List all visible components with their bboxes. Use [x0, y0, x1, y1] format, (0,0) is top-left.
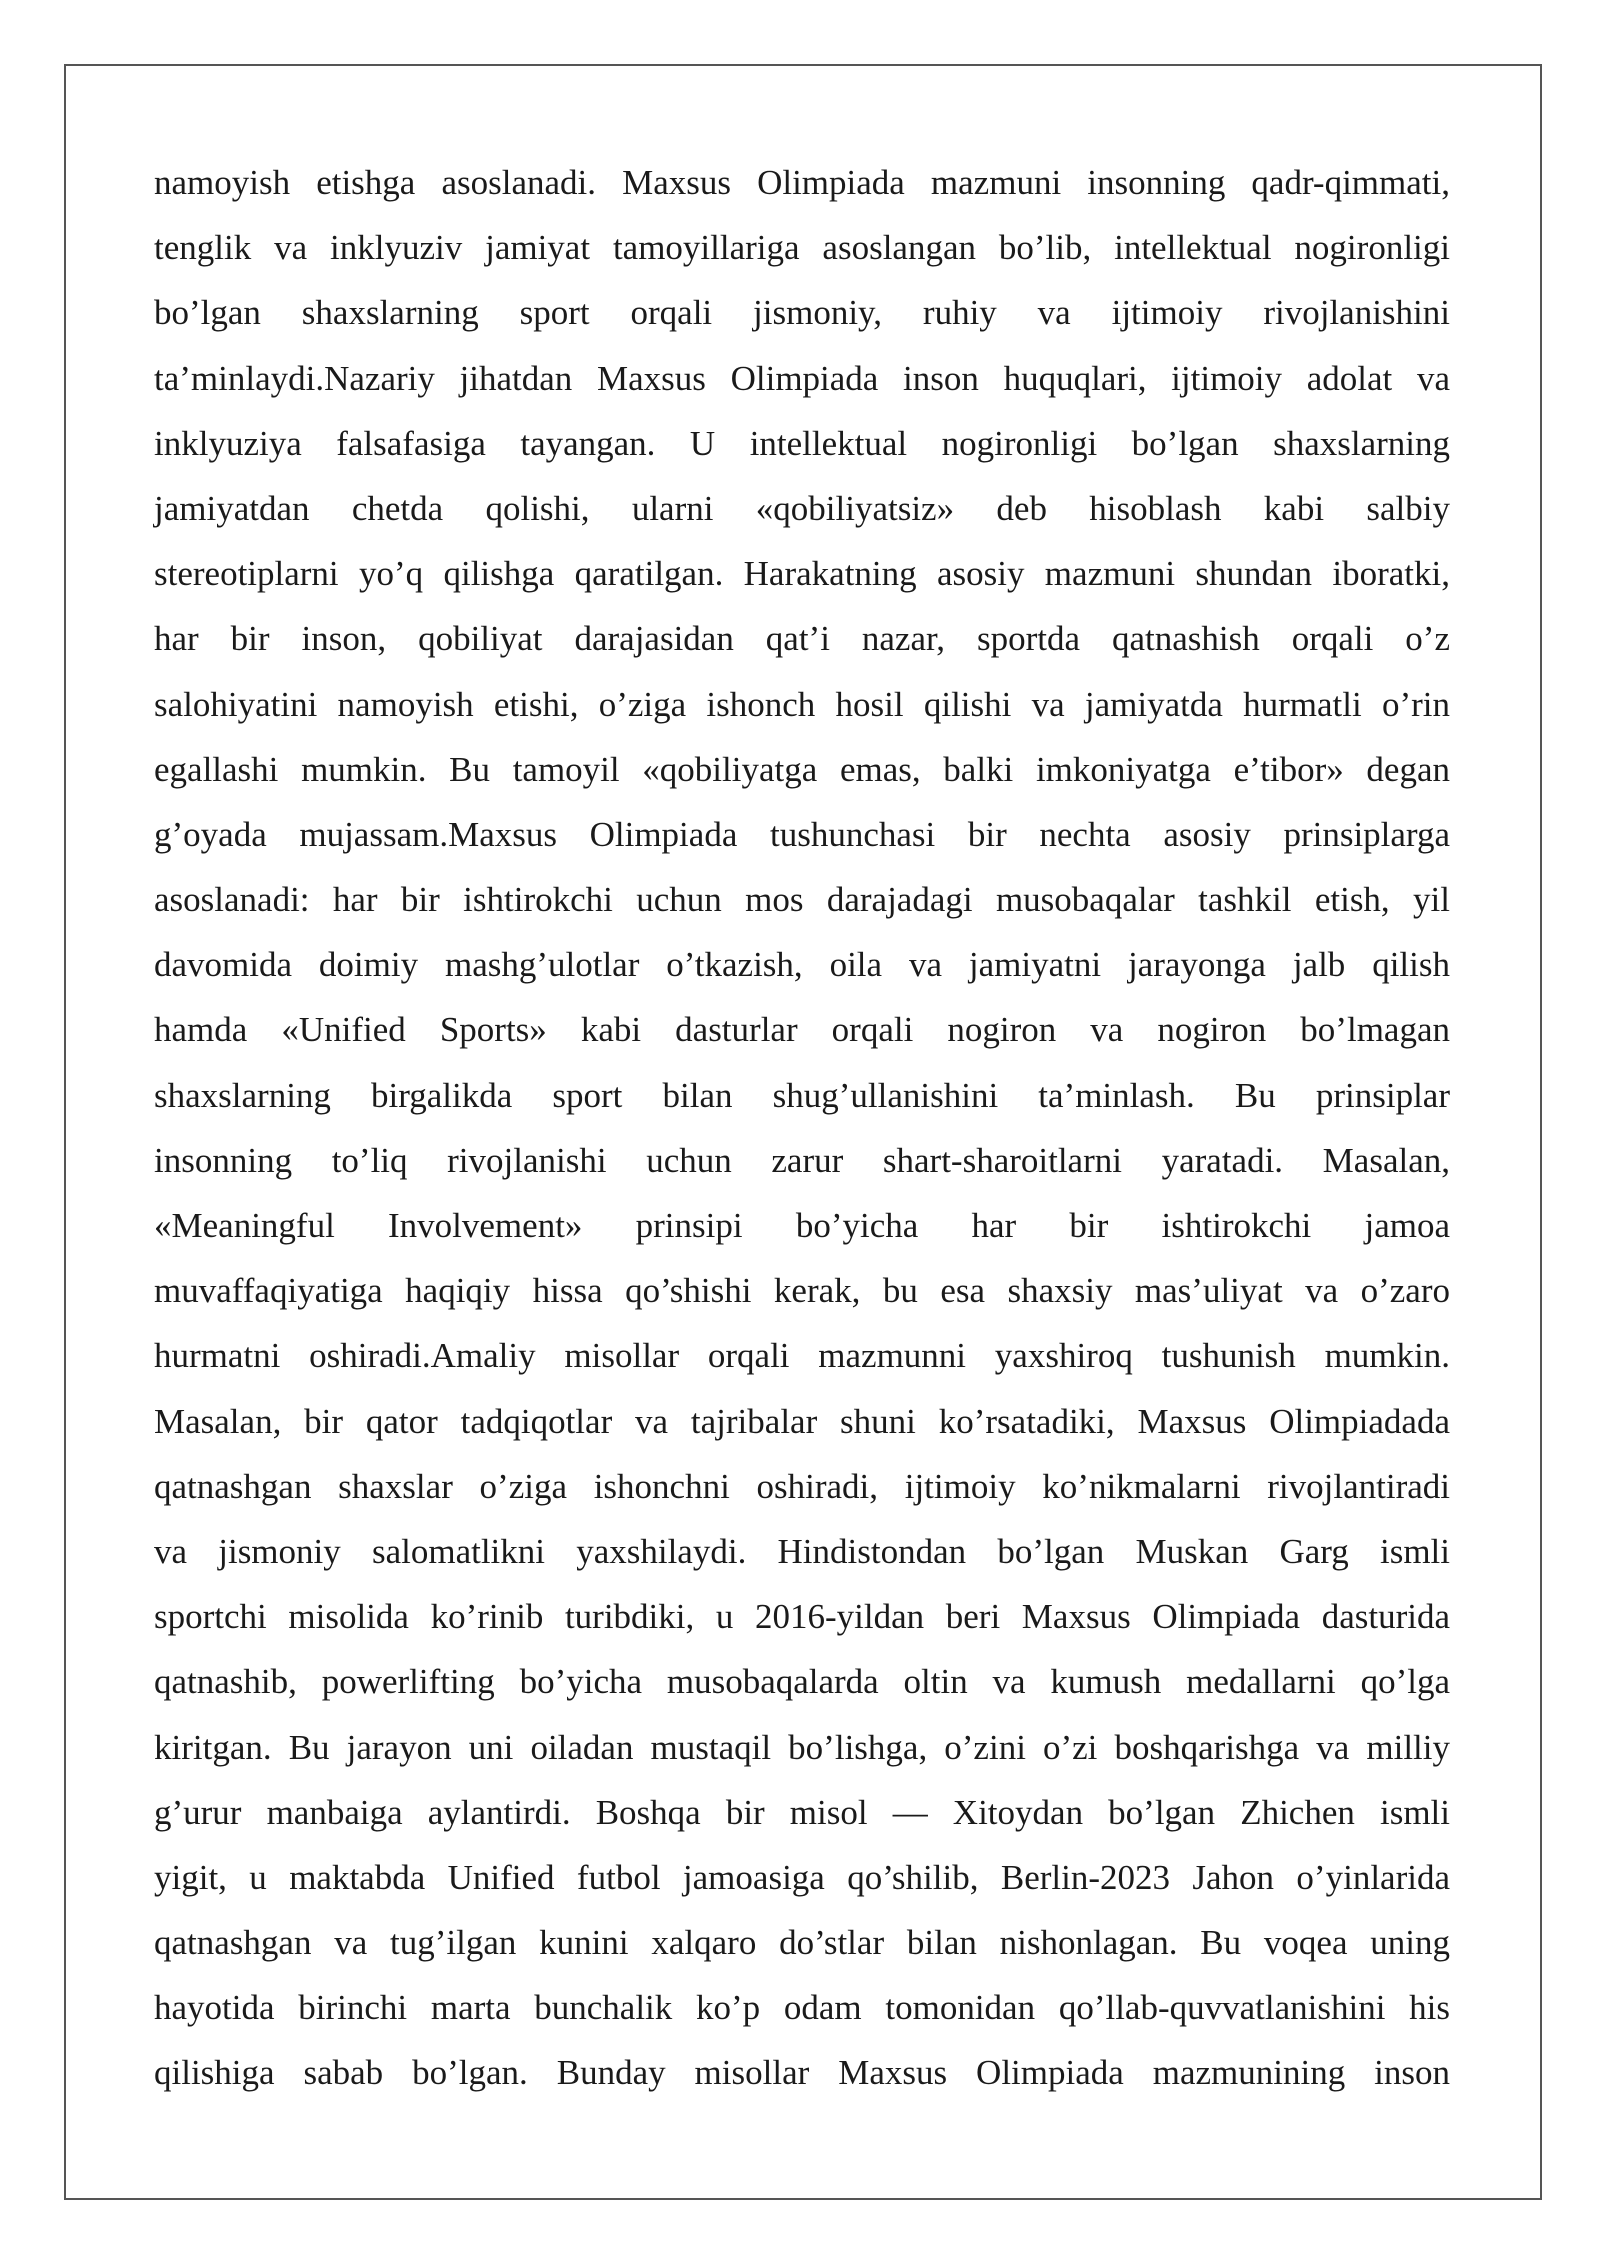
- text-line: va jismoniy salomatlikni yaxshilaydi. Hindistondan bo’lgan Muskan Garg ismli: [154, 1531, 1450, 1571]
- text-line: Masalan, bir qator tadqiqotlar va tajribalar shuni ko’rsatadiki, Maxsus Olimpiadada: [154, 1401, 1450, 1441]
- text-line: shaxslarning birgalikda sport bilan shug’ullanishini ta’minlash. Bu prinsiplar: [154, 1075, 1450, 1115]
- text-line: hamda «Unified Sports» kabi dasturlar orqali nogiron va nogiron bo’lmagan: [154, 1010, 1450, 1050]
- text-line: «Meaningful Involvement» prinsipi bo’yicha har bir ishtirokchi jamoa: [154, 1206, 1450, 1245]
- text-line: hayotida birinchi marta bunchalik ko’p odam tomonidan qo’llab-quvvatlanishini his: [154, 1988, 1450, 2028]
- text-line: namoyish etishga asoslanadi. Maxsus Olimpiada mazmuni insonning qadr-qimmati,: [154, 163, 1450, 202]
- text-line: qatnashgan shaxslar o’ziga ishonchni oshiradi, ijtimoiy ko’nikmalarni rivojlantiradi: [154, 1466, 1450, 1506]
- text-line: ta’minlaydi.Nazariy jihatdan Maxsus Olimpiada inson huquqlari, ijtimoiy adolat va: [154, 358, 1450, 398]
- text-line: hurmatni oshiradi.Amaliy misollar orqali mazmunni yaxshiroq tushunish mumkin.: [154, 1336, 1450, 1376]
- text-line: davomida doimiy mashg’ulotlar o’tkazish, oila va jamiyatni jarayonga jalb qilish: [154, 945, 1450, 985]
- text-line: muvaffaqiyatiga haqiqiy hissa qo’shishi kerak, bu esa shaxsiy mas’uliyat va o’zaro: [154, 1271, 1450, 1311]
- text-line: salohiyatini namoyish etishi, o’ziga ishonch hosil qilishi va jamiyatda hurmatli o’rin: [154, 684, 1450, 724]
- text-line: tenglik va inklyuziv jamiyat tamoyillariga asoslangan bo’lib, intellektual nogironligi: [154, 228, 1450, 268]
- text-line: qatnashib, powerlifting bo’yicha musobaqalarda oltin va kumush medallarni qo’lga: [154, 1662, 1450, 1702]
- text-line: bo’lgan shaxslarning sport orqali jismoniy, ruhiy va ijtimoiy rivojlanishini: [154, 293, 1450, 333]
- body-paragraph: [154, 150, 1450, 2106]
- text-line: egallashi mumkin. Bu tamoyil «qobiliyatga emas, balki imkoniyatga e’tibor» degan: [154, 749, 1450, 789]
- text-line: insonning to’liq rivojlanishi uchun zarur shart-sharoitlarni yaratadi. Masalan,: [154, 1140, 1450, 1180]
- text-line: qatnashgan va tug’ilgan kunini xalqaro do’stlar bilan nishonlagan. Bu voqea uning: [154, 1923, 1450, 1963]
- text-line: har bir inson, qobiliyat darajasidan qat’i nazar, sportda qatnashish orqali o’z: [154, 619, 1450, 659]
- text-line: yigit, u maktabda Unified futbol jamoasiga qo’shilib, Berlin-2023 Jahon o’yinlarida: [154, 1857, 1450, 1897]
- text-line: kiritgan. Bu jarayon uni oiladan mustaqil bo’lishga, o’zini o’zi boshqarishga va milliy: [154, 1727, 1450, 1767]
- text-line: g’oyada mujassam.Maxsus Olimpiada tushunchasi bir nechta asosiy prinsiplarga: [154, 814, 1450, 854]
- text-line: g’urur manbaiga aylantirdi. Boshqa bir misol — Xitoydan bo’lgan Zhichen ismli: [154, 1792, 1450, 1832]
- text-line: jamiyatdan chetda qolishi, ularni «qobiliyatsiz» deb hisoblash kabi salbiy: [154, 488, 1450, 528]
- text-line: asoslanadi: har bir ishtirokchi uchun mos darajadagi musobaqalar tashkil etish, yil: [154, 880, 1450, 920]
- text-line: stereotiplarni yo’q qilishga qaratilgan. Harakatning asosiy mazmuni shundan iboratki,: [154, 554, 1450, 594]
- text-line: qilishiga sabab bo’lgan. Bunday misollar Maxsus Olimpiada mazmunining inson: [154, 2053, 1450, 2093]
- text-line: sportchi misolida ko’rinib turibdiki, u 2016-yildan beri Maxsus Olimpiada dasturida: [154, 1597, 1450, 1637]
- text-line: inklyuziya falsafasiga tayangan. U intellektual nogironligi bo’lgan shaxslarning: [154, 423, 1450, 463]
